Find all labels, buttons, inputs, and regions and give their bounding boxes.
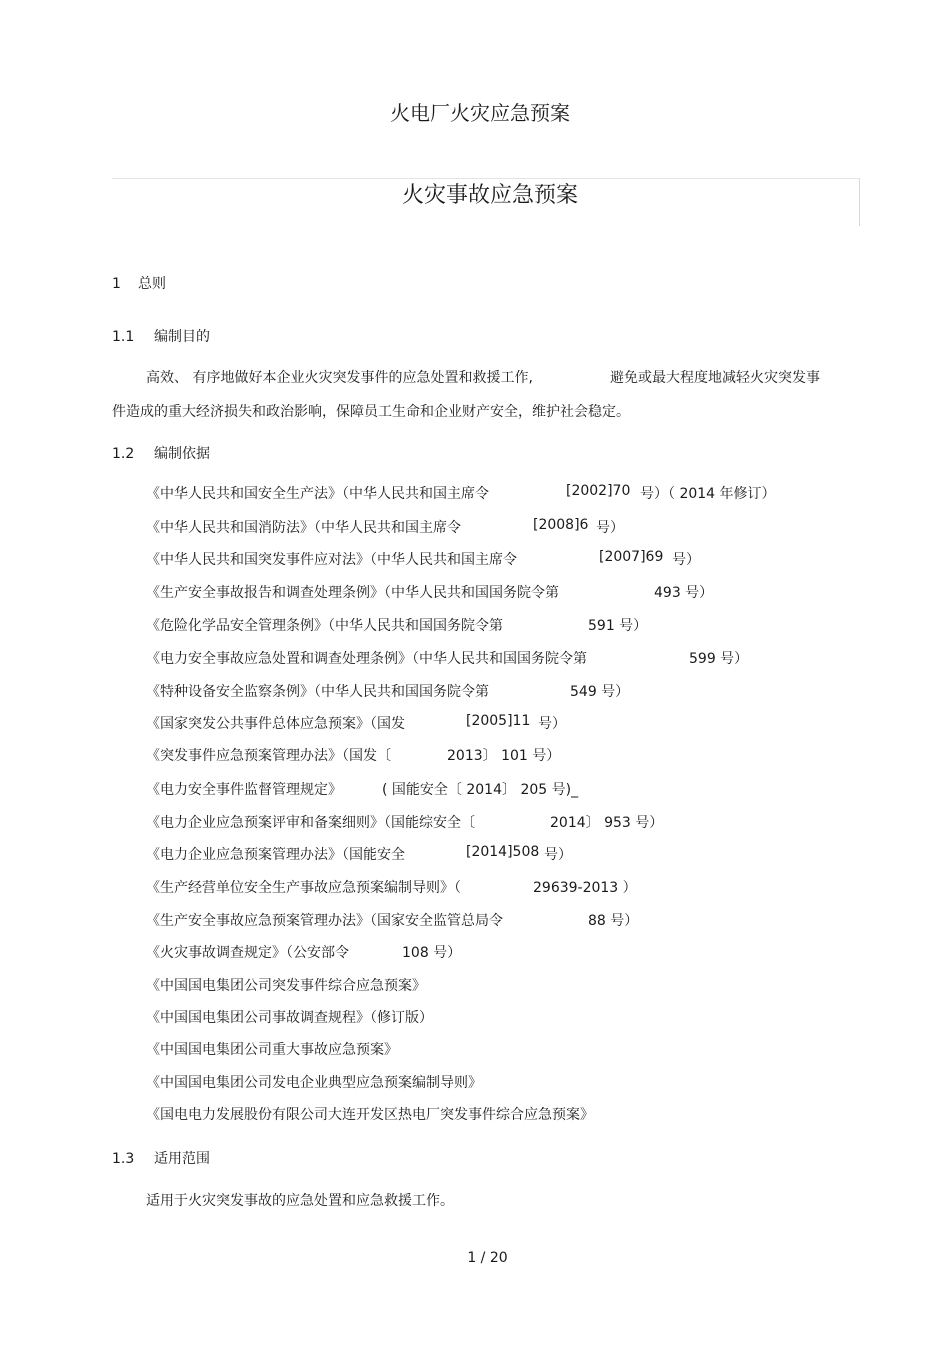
reference-number: 29639-2013 ） (533, 880, 637, 896)
heading-1-3 (112, 1148, 210, 1168)
reference-title: 《电力安全事故应急处置和调查处理条例》（中华人民共和国国务院令第 (146, 651, 587, 667)
reference-title: 《中国国电集团公司事故调查规程》（修订版） (146, 1010, 433, 1026)
reference-title: 《国家突发公共事件总体应急预案》（国发 (146, 716, 405, 732)
reference-title: 《生产经营单位安全生产事故应急预案编制导则》（ (146, 880, 461, 896)
reference-title: 《中华人民共和国安全生产法》（中华人民共和国主席令 (146, 486, 489, 502)
reference-title: 《生产安全事故应急预案管理办法》（国家安全监管总局令 (146, 913, 503, 929)
reference-number: 号） (596, 520, 624, 536)
reference-title: 《国电电力发展股份有限公司大连开发区热电厂突发事件综合应急预案》 (146, 1107, 594, 1123)
heading-number: 1.1 (112, 329, 135, 345)
reference-number: 号） (544, 847, 572, 863)
heading-1-1 (112, 326, 210, 346)
reference-number: [2005]11 (466, 713, 531, 729)
reference-title: 《特种设备安全监察条例》（中华人民共和国国务院令第 (146, 684, 489, 700)
heading-1-2 (112, 443, 210, 463)
reference-number: ( 国能安全〔 2014〕 205 号)_ (382, 782, 579, 798)
heading-text: 编制目的 (154, 329, 210, 345)
reference-number: 108 号） (402, 945, 462, 961)
heading-number: 1.3 (112, 1151, 135, 1167)
heading-number: 1.2 (112, 446, 135, 462)
reference-number: 591 号） (588, 618, 648, 634)
scope-text: 适用于火灾突发事故的应急处置和应急救援工作。 (146, 1193, 454, 1209)
reference-number: [2007]69 (599, 549, 664, 565)
reference-number: [2002]70 (566, 483, 631, 499)
reference-number: 599 号） (689, 651, 749, 667)
reference-title: 《中华人民共和国突发事件应对法》（中华人民共和国主席令 (146, 552, 517, 568)
reference-title: 《电力企业应急预案管理办法》（国能安全 (146, 847, 405, 863)
reference-title: 《危险化学品安全管理条例》（中华人民共和国国务院令第 (146, 618, 503, 634)
reference-number: 493 号） (654, 585, 714, 601)
heading-text: 适用范围 (154, 1151, 210, 1167)
reference-number: 2014〕 953 号） (550, 815, 664, 831)
reference-title: 《中华人民共和国消防法》（中华人民共和国主席令 (146, 520, 461, 536)
purpose-line-1a: 高效、 有序地做好本企业火灾突发事件的应急处置和救援工作, (146, 370, 533, 386)
heading-number: 1 (112, 276, 121, 292)
heading-1 (112, 273, 166, 293)
document-title: 火电厂火灾应急预案 (390, 101, 570, 125)
reference-title: 《突发事件应急预案管理办法》（国发〔 (146, 748, 391, 764)
reference-title: 《中国国电集团公司重大事故应急预案》 (146, 1042, 398, 1058)
reference-number: 549 号） (570, 684, 630, 700)
section-title: 火灾事故应急预案 (401, 183, 578, 208)
reference-number: [2014]508 (466, 844, 540, 860)
reference-number: 2013〕 101 号） (447, 748, 561, 764)
reference-title: 《电力安全事件监督管理规定》 (146, 782, 342, 798)
reference-number: 号） (538, 716, 566, 732)
reference-number: 号） (672, 552, 700, 568)
purpose-line-1b: 避免或最大程度地减轻火灾突发事 (610, 370, 820, 386)
heading-text: 编制依据 (154, 446, 210, 462)
reference-title: 《火灾事故调查规定》（公安部令 (146, 945, 349, 961)
reference-title: 《生产安全事故报告和调查处理条例》（中华人民共和国国务院令第 (146, 585, 559, 601)
reference-number: 88 号） (588, 913, 639, 929)
reference-number: 号）（ 2014 年修订） (640, 486, 776, 502)
reference-title: 《中国国电集团公司突发事件综合应急预案》 (146, 978, 426, 994)
reference-number: [2008]6 (533, 517, 589, 533)
purpose-line-2: 件造成的重大经济损失和政治影响，保障员工生命和企业财产安全，维护社会稳定。 (112, 404, 630, 420)
reference-title: 《电力企业应急预案评审和备案细则》（国能综安全〔 (146, 815, 475, 831)
heading-text: 总则 (138, 276, 166, 292)
reference-title: 《中国国电集团公司发电企业典型应急预案编制导则》 (146, 1075, 482, 1091)
page-number: 1 / 20 (467, 1250, 508, 1266)
